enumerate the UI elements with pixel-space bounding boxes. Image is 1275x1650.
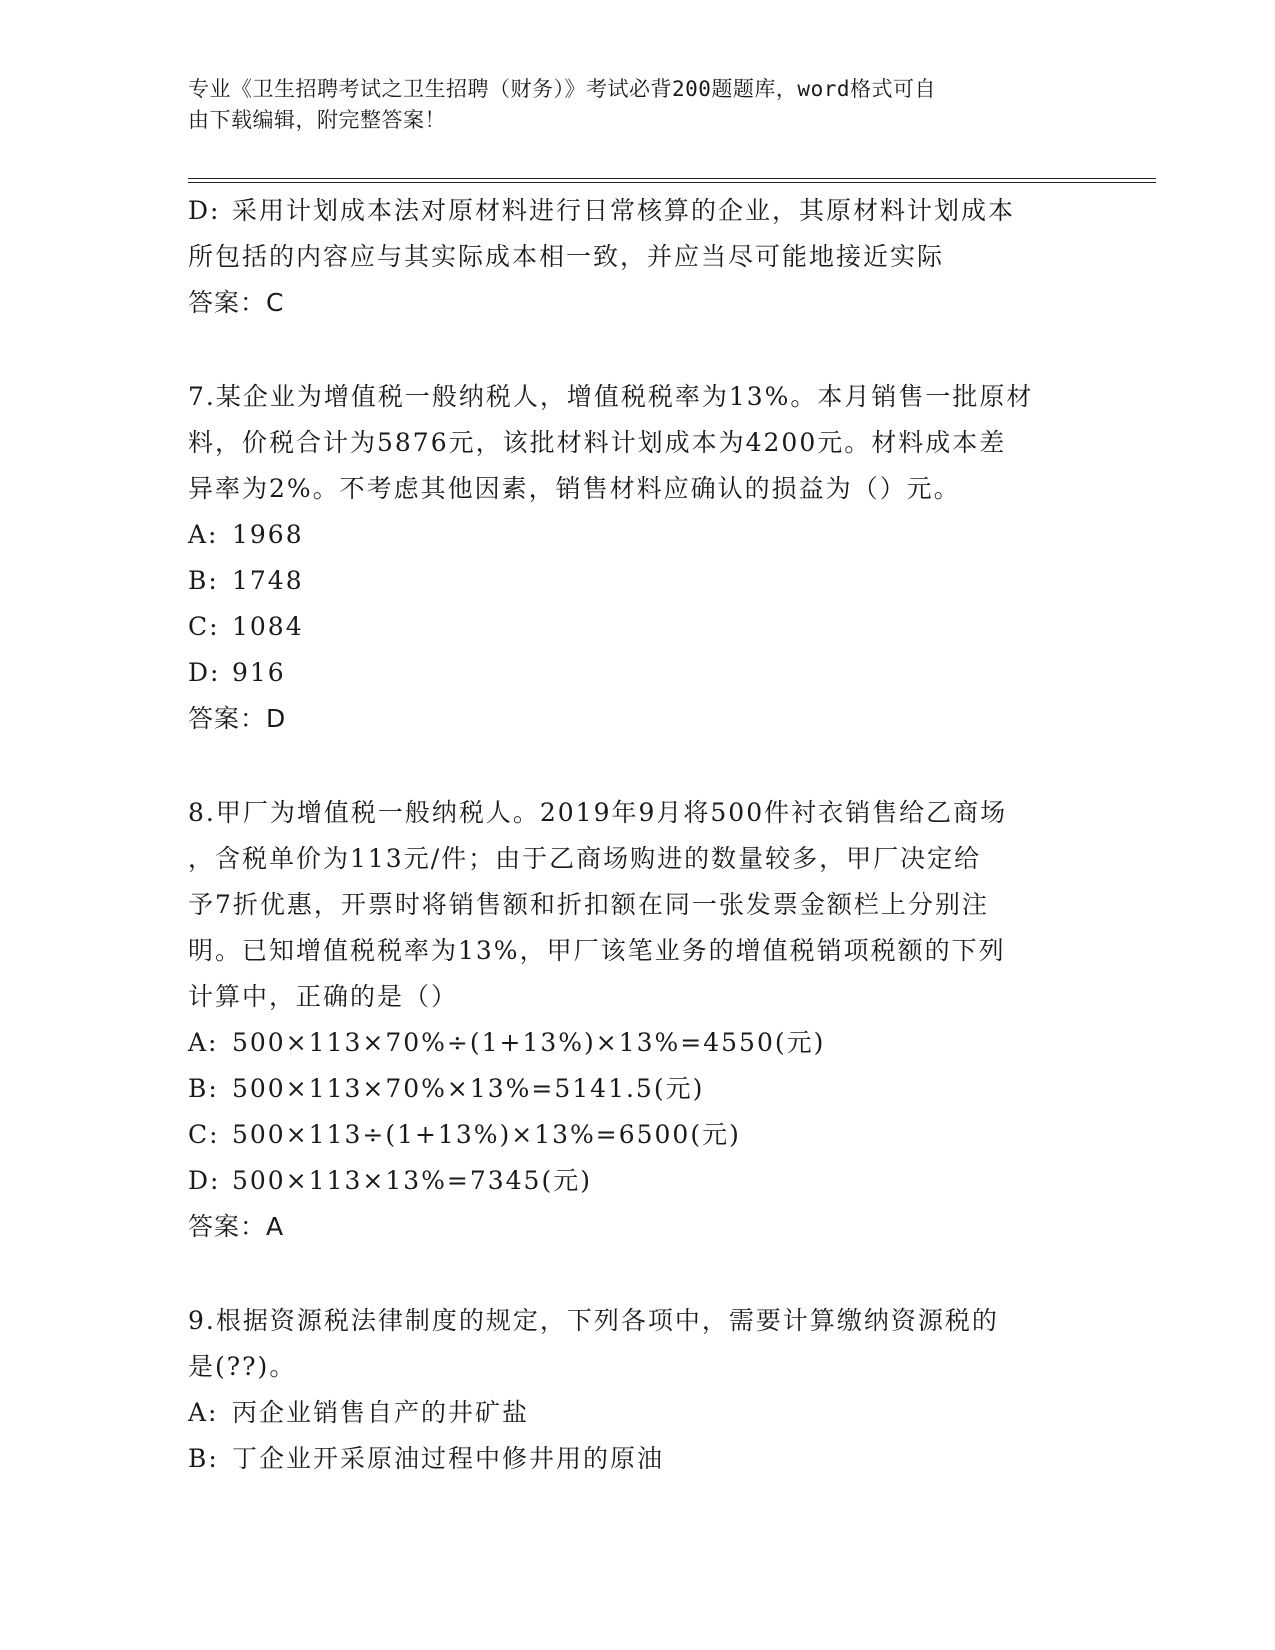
question-8 bbox=[188, 790, 1088, 1250]
option-label: D: bbox=[188, 196, 221, 225]
option-d bbox=[188, 188, 1088, 234]
option-c bbox=[188, 604, 1088, 650]
option-text: 丁企业开采原油过程中修井用的原油 bbox=[232, 1444, 665, 1473]
option-text: 500×113×70%÷(1+13%)×13%=4550(元) bbox=[232, 1028, 826, 1057]
option-label: A: bbox=[188, 1028, 219, 1057]
question-7 bbox=[188, 374, 1088, 742]
question-text-line: 计算中，正确的是（） bbox=[188, 982, 459, 1011]
answer: 答案：D bbox=[188, 704, 287, 733]
option-text: 采用计划成本法对原材料进行日常核算的企业，其原材料计划成本 bbox=[232, 196, 1016, 225]
option-text: 500×113×70%×13%=5141.5(元) bbox=[232, 1074, 705, 1103]
option-text: 1084 bbox=[232, 612, 304, 641]
question-text-line: 明。已知增值税税率为13%，甲厂该笔业务的增值税销项税额的下列 bbox=[188, 936, 1006, 965]
option-c bbox=[188, 1112, 1088, 1158]
question-text-line: 是(??)。 bbox=[188, 1352, 297, 1381]
option-text: 丙企业销售自产的井矿盐 bbox=[232, 1398, 530, 1427]
option-text: 500×113×13%=7345(元) bbox=[232, 1166, 592, 1195]
option-a bbox=[188, 1020, 1088, 1066]
option-label: C: bbox=[188, 1120, 220, 1149]
question-text-line: 7.某企业为增值税一般纳税人，增值税税率为13%。本月销售一批原材 bbox=[188, 382, 1034, 411]
answer: 答案：C bbox=[188, 288, 285, 317]
option-label: D: bbox=[188, 658, 221, 687]
option-text: 1968 bbox=[232, 520, 304, 549]
question-9 bbox=[188, 1298, 1088, 1482]
option-a bbox=[188, 512, 1088, 558]
option-label: B: bbox=[188, 1444, 219, 1473]
question-text-line: 9.根据资源税法律制度的规定，下列各项中，需要计算缴纳资源税的 bbox=[188, 1306, 999, 1335]
option-b bbox=[188, 1436, 1088, 1482]
document-body bbox=[188, 188, 1088, 1482]
option-d bbox=[188, 1158, 1088, 1204]
option-label: C: bbox=[188, 612, 220, 641]
option-label: A: bbox=[188, 1398, 219, 1427]
header-line-1: 专业《卫生招聘考试之卫生招聘（财务）》考试必背200题题库，word格式可自 bbox=[188, 77, 936, 101]
option-a bbox=[188, 1390, 1088, 1436]
question-text-line: 8.甲厂为增值税一般纳税人。2019年9月将500件衬衣销售给乙商场 bbox=[188, 798, 1008, 827]
question-text-line: 予7折优惠，开票时将销售额和折扣额在同一张发票金额栏上分别注 bbox=[188, 890, 989, 919]
question-6-tail bbox=[188, 188, 1088, 326]
header-divider bbox=[188, 178, 1156, 183]
option-d-continued: 所包括的内容应与其实际成本相一致，并应当尽可能地接近实际 bbox=[188, 242, 945, 271]
option-text: 916 bbox=[232, 658, 286, 687]
option-label: B: bbox=[188, 566, 219, 595]
option-text: 500×113÷(1+13%)×13%=6500(元) bbox=[232, 1120, 741, 1149]
option-d bbox=[188, 650, 1088, 696]
question-text-line: 异率为2%。不考虑其他因素，销售材料应确认的损益为（）元。 bbox=[188, 474, 961, 503]
option-text: 1748 bbox=[232, 566, 304, 595]
option-label: B: bbox=[188, 1074, 219, 1103]
option-label: D: bbox=[188, 1166, 221, 1195]
option-b bbox=[188, 558, 1088, 604]
document-header bbox=[188, 74, 1088, 136]
option-b bbox=[188, 1066, 1088, 1112]
header-line-2: 由下载编辑，附完整答案！ bbox=[188, 108, 446, 132]
question-text-line: 料，价税合计为5876元，该批材料计划成本为4200元。材料成本差 bbox=[188, 428, 1007, 457]
option-label: A: bbox=[188, 520, 219, 549]
answer: 答案：A bbox=[188, 1212, 285, 1241]
question-text-line: ，含税单价为113元/件；由于乙商场购进的数量较多，甲厂决定给 bbox=[188, 844, 982, 873]
